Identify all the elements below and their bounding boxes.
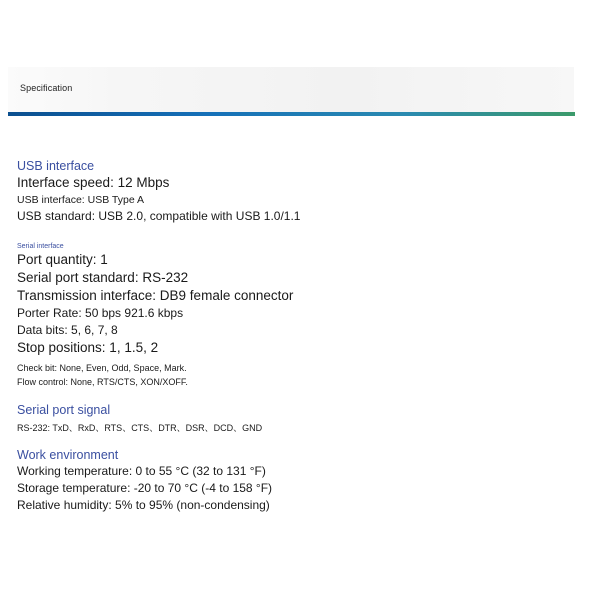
serial-port-quantity: Port quantity: 1 xyxy=(17,252,108,267)
serial-data-bits: Data bits: 5, 6, 7, 8 xyxy=(17,323,118,337)
environment-heading: Work environment xyxy=(17,448,119,462)
serial-port-standard: Serial port standard: RS-232 xyxy=(17,270,189,285)
usb-interface-type: USB interface: USB Type A xyxy=(17,194,145,206)
signal-section xyxy=(17,403,577,435)
serial-baud-rate: Porter Rate: 50 bps 921.6 kbps xyxy=(17,306,184,320)
usb-interface-speed: Interface speed: 12 Mbps xyxy=(17,175,170,190)
serial-check-bit: Check bit: None, Even, Odd, Space, Mark. xyxy=(17,363,187,373)
usb-section xyxy=(17,159,577,225)
serial-flow-control: Flow control: None, RTS/CTS, XON/XOFF. xyxy=(17,377,188,387)
serial-stop-bits: Stop positions: 1, 1.5, 2 xyxy=(17,340,159,355)
relative-humidity: Relative humidity: 5% to 95% (non-condensing) xyxy=(17,498,270,512)
specification-title: Specification xyxy=(20,83,73,93)
serial-transmission-interface: Transmission interface: DB9 female connector xyxy=(17,288,294,303)
usb-standard: USB standard: USB 2.0, compatible with USB 1.0/1.1 xyxy=(17,209,301,223)
environment-section xyxy=(17,448,577,514)
header-divider xyxy=(8,112,575,116)
specification-header xyxy=(8,67,574,113)
signal-rs232-list: RS-232: TxD、RxD、RTS、CTS、DTR、DSR、DCD、GND xyxy=(17,423,263,433)
serial-section xyxy=(17,242,577,389)
spec-content xyxy=(17,159,577,514)
working-temperature: Working temperature: 0 to 55 °C (32 to 131 °F) xyxy=(17,464,266,478)
storage-temperature: Storage temperature: -20 to 70 °C (-4 to 158 °F) xyxy=(17,481,273,495)
signal-heading: Serial port signal xyxy=(17,403,111,417)
usb-heading: USB interface xyxy=(17,159,95,173)
serial-heading: Serial interface xyxy=(17,243,64,250)
